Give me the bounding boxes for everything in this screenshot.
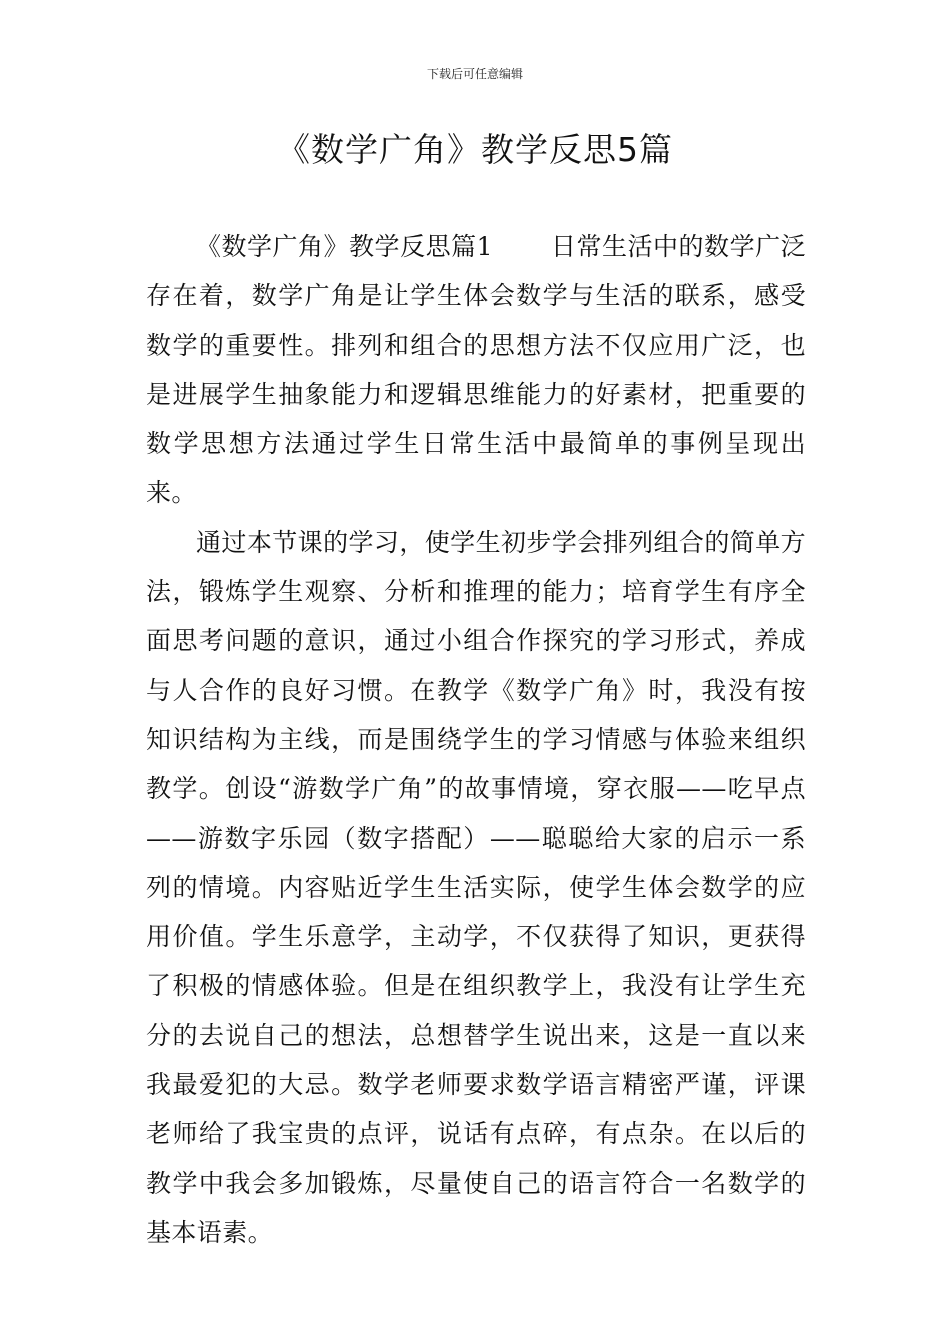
paragraph-text: 日常生活中的数学广泛存在着，数学广角是让学生体会数学与生活的联系，感受数学的重要性。排列和组合的思想方法不仅应用广泛，也是进展学生抽象能力和逻辑思维能力的好素材，把重要的数学思想方法通过学生日常生活中最简单的事例呈现出来。 — [146, 232, 806, 508]
document-body — [146, 222, 806, 1257]
header-note: 下载后可任意编辑 — [426, 67, 523, 81]
paragraph-2 — [146, 518, 806, 1257]
paragraph-heading: 《数学广角》教学反思篇1 — [196, 232, 493, 261]
document-title: 《数学广角》教学反思5篇 — [277, 130, 673, 169]
paragraph-1 — [146, 222, 806, 518]
paragraph-text: 通过本节课的学习，使学生初步学会排列组合的简单方法，锻炼学生观察、分析和推理的能力；培育学生有序全面思考问题的意识，通过小组合作探究的学习形式，养成与人合作的良好习惯。在教学《数学广角》时，我没有按知识结构为主线，而是围绕学生的学习情感与体验来组织教学。创设“游数学广角”的故事情境，穿衣服——吃早点——游数字乐园（数字搭配）——聪聪给大家的启示一系列的情境。内容贴近学生生活实际，使学生体会数学的应用价值。学生乐意学，主动学，不仅获得了知识，更获得了积极的情感体验。但是在组织教学上，我没有让学生充分的去说自己的想法，总想替学生说出来，这是一直以来我最爱犯的大忌。数学老师要求数学语言精密严谨，评课老师给了我宝贵的点评，说话有点碎，有点杂。在以后的教学中我会多加锻炼，尽量使自己的语言符合一名数学的基本语素。 — [146, 527, 806, 1247]
